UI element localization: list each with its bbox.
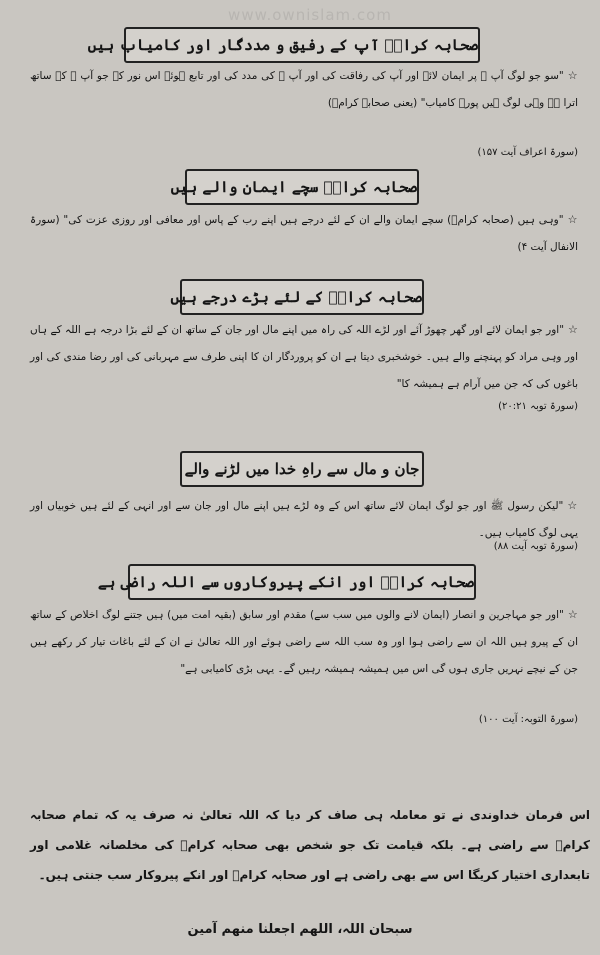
section-2-body: ☆"وہی ہیں (صحابہ کرامؓ) سچے ایمان والے ان کے لئے درجے ہیں اپنے رب کے پاس اور معافی اور روزی عزت کی" (سورۃ الانفال آیت ۴) xyxy=(30,213,578,253)
star-icon: ☆ xyxy=(567,213,578,226)
section-1-body: ☆"سو جو لوگ آپ ﷺ پر ایمان لائے اور آپ کی رفاقت کی اور آپ ﷺ کی مدد کی اور تابع ہوئے اس نور کے جو آپ ﷺ کے ساتھ اترا ہے وہی لوگ ہیں پورے کامیاب" (یعنی صحابہ کرامؓ) xyxy=(30,69,578,109)
star-icon: ☆ xyxy=(567,69,578,82)
section-5-body: ☆"اور جو مہاجرین و انصار (ایمان لانے والوں میں سب سے) مقدم اور سابق (بقیہ امت میں) ہیں جتنے لوگ اخلاص کے ساتھ ان کے پیرو ہیں اللہ ان سے راضی ہوا اور وہ سب اللہ سے راضی ہوئے اور اللہ تعالیٰ نے ان کے لئے باغات تیار کر رکھے ہیں جن کے نیچے نہریں جاری ہوں گی اس میں ہمیشہ ہمیشہ رہیں گے۔ یہی بڑی کامیابی ہے" xyxy=(30,608,578,675)
section-3-reference: (سورۃ توبہ ۲۰:۲۱) xyxy=(498,401,578,412)
section-4-reference: (سورۃ توبہ آیت ۸۸) xyxy=(493,541,578,552)
section-3-body: ☆"اور جو ایمان لائے اور گھر چھوڑ آئے اور لڑے اللہ کی راہ میں اپنے مال اور جان کے ساتھ ان کے لئے بڑا درجہ ہے اللہ کے ہاں اور وہی مراد کو پہنچنے والے ہیں۔ خوشخبری دیتا ہے ان کو پروردگار ان کا اپنی طرف سے مہربانی کی اور رضا مندی کی اور باغوں کی کہ جن میں آرام ہے ہمیشہ کا" xyxy=(30,323,578,390)
star-icon: ☆ xyxy=(567,499,578,512)
section-4-heading: جان و مال سے راہِ خدا میں لڑنے والے xyxy=(180,451,424,487)
section-5-heading: صحابہ کرامؓ اور انکے پیروکاروں سے اللہ راضی ہے xyxy=(128,564,476,600)
section-1-reference: (سورۃ اعراف آیت ۱۵۷) xyxy=(477,147,578,158)
watermark-text: www.ownislam.com xyxy=(228,6,392,24)
section-2-heading: صحابہ کرامؓ سچے ایمان والے ہیں xyxy=(185,169,419,205)
section-1-heading: صحابہ کرامؓ آپ کے رفیق و مددگار اور کامیاب ہیں xyxy=(124,27,480,63)
star-icon: ☆ xyxy=(568,323,578,336)
section-3-heading: صحابہ کرامؓ کے لئے بڑے درجے ہیں xyxy=(180,279,424,315)
closing-prayer: سبحان اللہ، اللھم اجعلنا منھم آمین xyxy=(187,922,413,937)
star-icon: ☆ xyxy=(567,608,578,621)
section-5-reference: (سورۃ التوبہ: آیت ۱۰۰) xyxy=(478,714,578,725)
footer-paragraph: اس فرمان خداوندی نے تو معاملہ ہی صاف کر دیا کہ اللہ تعالیٰ نہ صرف یہ کہ تمام صحابہ کرامؓ سے راضی ہے۔ بلکہ قیامت تک جو شخص بھی صحابہ کرامؓ کی مخلصانہ غلامی اور تابعداری اختیار کریگا اس سے بھی راضی ہے اور صحابہ کرامؓ اور انکے پیروکار سب جنتی ہیں۔ xyxy=(30,808,590,882)
section-4-body: ☆"لیکن رسول ﷺ اور جو لوگ ایمان لائے ساتھ اس کے وہ لڑے ہیں اپنے مال اور جان سے اور انہی کے لئے ہیں خوبیاں اور یہی لوگ کامیاب ہیں۔ xyxy=(30,499,578,539)
